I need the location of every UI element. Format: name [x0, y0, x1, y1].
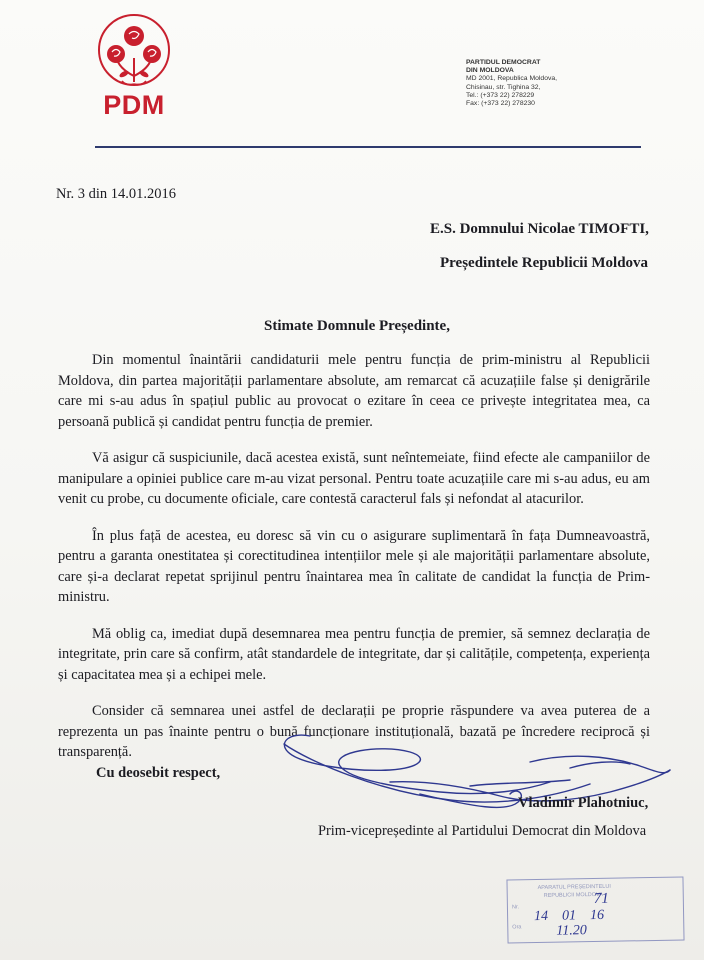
body-paragraph: Din momentul înaintării candidaturii mele pentru funcția de prim-ministru al Republicii Moldova, din partea majorității parlamentare absolute, am remarcat că acuzațiile false și denigrările care mi s-au adus în spațiul public au provocat o ezitare în ceea ce privește integritatea mea, ca persoană publică și candidat pentru funcția de premier.: [58, 352, 650, 430]
stamp-handwritten-date: 14 01 16: [533, 907, 605, 925]
pdm-logo: [92, 12, 176, 120]
registration-stamp: [506, 876, 684, 943]
recipient-name: E.S. Domnului Nicolae TIMOFTI,: [430, 221, 649, 237]
fax-number: Fax: (+373 22) 278230: [466, 100, 535, 108]
signer-title: Prim-vicepreședinte al Partidului Democrat din Moldova: [318, 823, 647, 839]
signer-name: Vladimir Plahotniuc,: [518, 795, 649, 811]
recipient-title: Președintele Republicii Moldova: [440, 255, 649, 271]
body-paragraph: Vă asigur că suspiciunile, dacă acestea există, sunt neîntemeiate, fiind efecte ale campaniilor de manipulare a opiniei publice care m-au vizat personal. Pentru toate acuzațiile care mi s-au adus, eu am venit cu probe, cu documente oficiale, care contestă caracterul fals și nefondat al atacurilor.: [58, 450, 650, 507]
body-paragraph: Mă oblig ca, imediat după desemnarea mea pentru funcția de premier, să semnez declarația de integritate, prin care să confirm, atât standardele de integritate, dar și calitățile, competența, experiența și capacitatea mea și a echipei mele.: [58, 625, 650, 683]
stamp-handwritten-time: 11.20: [556, 923, 587, 939]
party-address-block: [466, 59, 636, 108]
stamp-header: APARATUL PREȘEDINTELUI: [537, 883, 611, 892]
phone-number: Tel.: (+373 22) 278229: [466, 91, 535, 99]
header-divider: [95, 146, 641, 148]
stamp-handwritten-number: 71: [593, 890, 609, 908]
stamp-header: REPUBLICII MOLDOVA: [543, 891, 603, 899]
handwritten-signature: [270, 722, 690, 837]
reference-number: Nr. 3 din 14.01.2016: [56, 186, 177, 202]
address-line: Chisinau, str. Tighina 32,: [466, 83, 541, 91]
party-name: PARTIDUL DEMOCRAT: [466, 59, 541, 66]
stamp-number-label: Nr.: [511, 904, 520, 911]
rose-emblem-icon: [92, 12, 176, 90]
closing-phrase: Cu deosebit respect,: [96, 765, 221, 781]
salutation: Stimate Domnule Președinte,: [264, 318, 450, 334]
body-paragraph: Consider că semnarea unei astfel de declarații pe proprie răspundere va avea puterea de a reprezenta un pas înainte pentru o bună funcționare instituțională, bazată pe încredere reciprocă și transparență.: [58, 703, 650, 760]
letter-body: [58, 350, 650, 779]
address-line: MD 2001, Republica Moldova,: [466, 75, 558, 83]
body-paragraph: În plus față de acestea, eu doresc să vin cu o asigurare suplimentară în fața Dumneavoastră, pentru a garanta onestitatea și corectitudinea intențiilor mele și ale majorității parlamentare absolute, care și-a declarat repetat sprijinul pentru înaintarea mea în calitate de candidat la funcția de Prim-ministru.: [58, 527, 650, 605]
stamp-time-label: Ora: [512, 924, 522, 931]
logo-text: PDM: [103, 90, 165, 120]
party-name-country: DIN MOLDOVA: [466, 67, 514, 75]
